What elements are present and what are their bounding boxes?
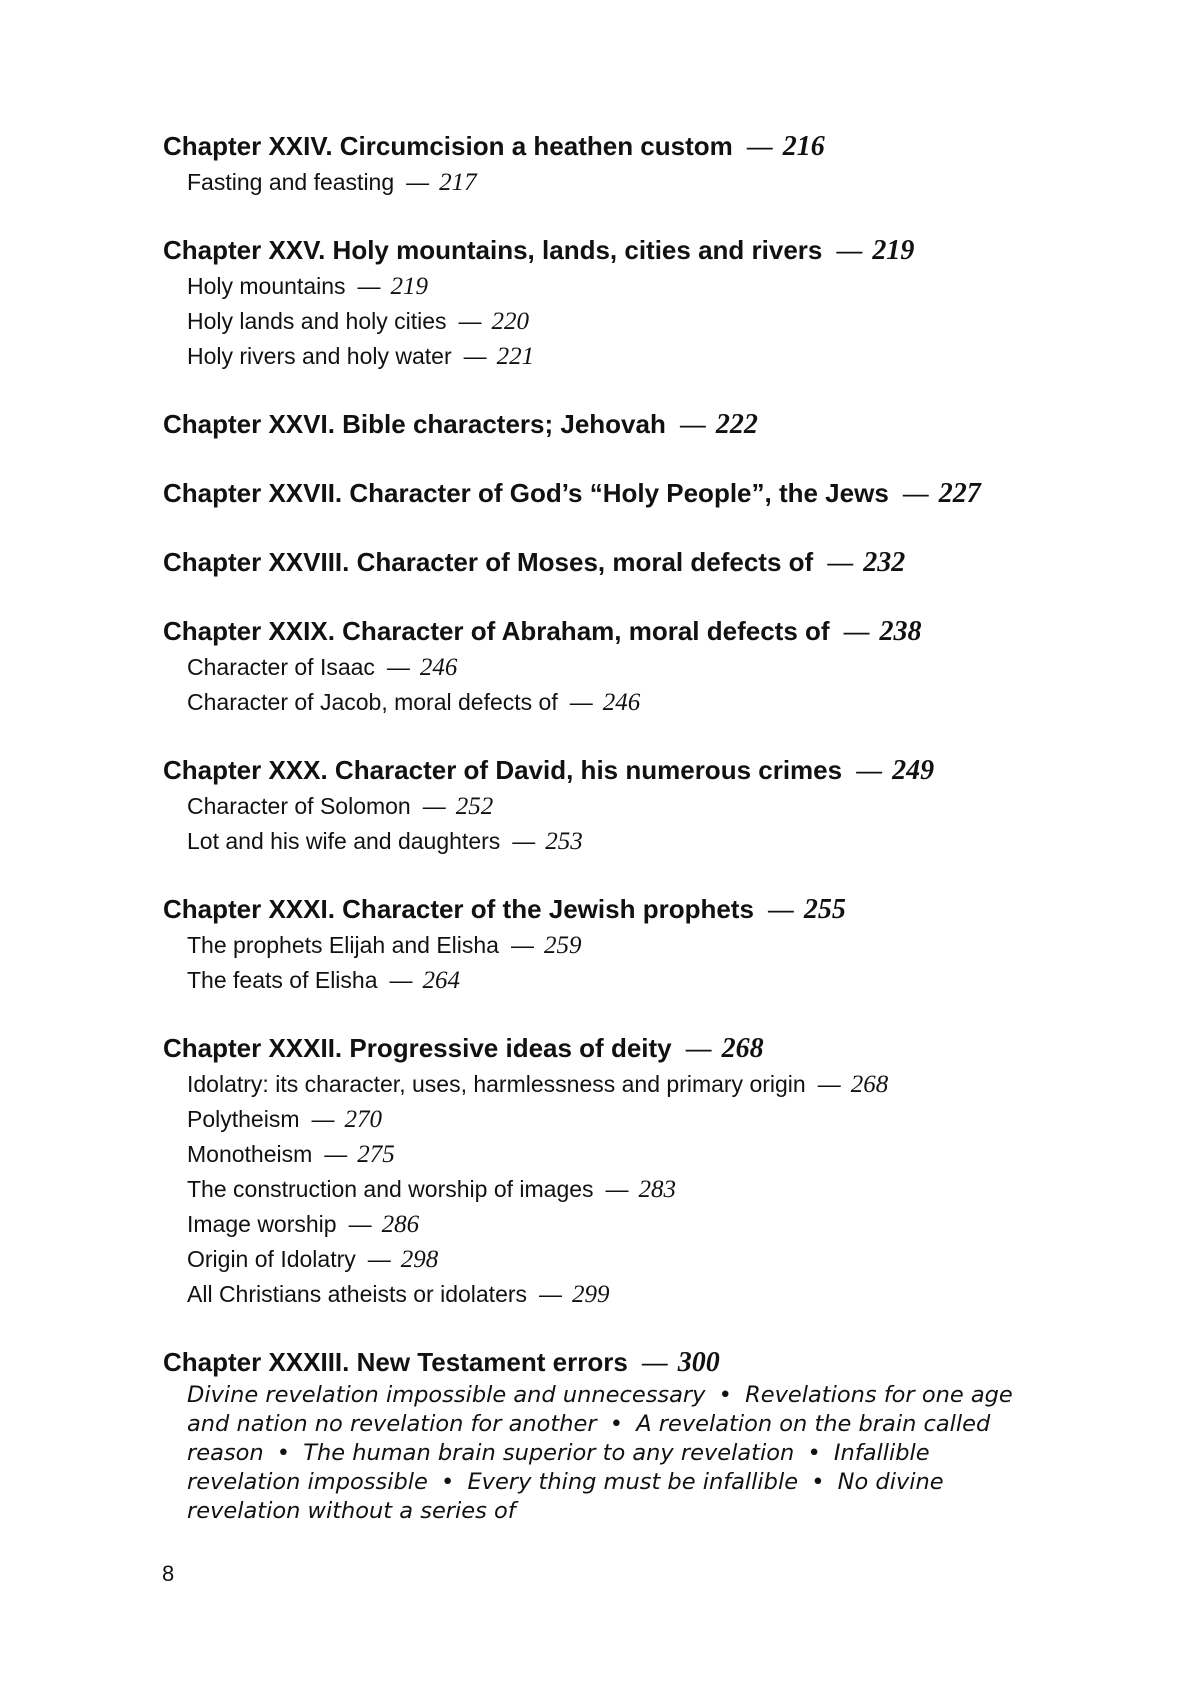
subsection-title: The prophets Elijah and Elisha	[187, 932, 499, 958]
subsection-page-number: 246	[602, 689, 641, 716]
subsection-page-number: 270	[344, 1106, 382, 1133]
subsection-list	[163, 928, 1063, 998]
chapter-heading	[163, 1344, 1063, 1381]
chapter-heading	[163, 752, 1063, 789]
em-dash: —	[685, 1033, 712, 1063]
chapter-title: Chapter XXXI. Character of the Jewish prophets	[163, 894, 754, 924]
chapter-page-number: 227	[938, 478, 981, 509]
subsection-entry	[187, 1172, 1063, 1207]
chapter-title: Chapter XXVI. Bible characters; Jehovah	[163, 409, 666, 439]
subsection-entry	[187, 789, 1063, 824]
bullet-separator: •	[811, 1469, 825, 1495]
subsection-title: The feats of Elisha	[187, 967, 378, 993]
chapter-entry	[163, 891, 1063, 998]
page-number: 8	[162, 1561, 175, 1586]
bullet-separator: •	[807, 1440, 821, 1466]
subsection-title: Character of Solomon	[187, 793, 411, 819]
chapter-entry	[163, 406, 1063, 443]
subsection-page-number: 268	[850, 1071, 889, 1098]
summary-phrase: Divine revelation impossible and unnecessary	[187, 1382, 706, 1408]
subsection-page-number: 220	[491, 308, 530, 335]
chapter-heading	[163, 475, 1063, 512]
em-dash: —	[843, 616, 870, 646]
subsection-title: The construction and worship of images	[187, 1176, 594, 1202]
chapter-entry	[163, 752, 1063, 859]
subsection-title: Polytheism	[187, 1106, 300, 1132]
subsection-title: Holy rivers and holy water	[187, 343, 452, 369]
chapter-heading	[163, 1030, 1063, 1067]
chapter-heading	[163, 406, 1063, 443]
subsection-page-number: 286	[381, 1211, 420, 1238]
subsection-list	[163, 269, 1063, 374]
chapter-page-number: 238	[879, 616, 922, 647]
subsection-entry	[187, 1067, 1063, 1102]
subsection-entry	[187, 650, 1063, 685]
subsection-title: Origin of Idolatry	[187, 1246, 356, 1272]
summary-phrase: A revelation on the brain called reason	[187, 1411, 991, 1466]
em-dash: —	[386, 654, 410, 680]
subsection-page-number: 275	[357, 1141, 395, 1168]
em-dash: —	[836, 235, 863, 265]
subsection-title: Holy lands and holy cities	[187, 308, 447, 334]
chapter-heading	[163, 613, 1063, 650]
chapter-title: Chapter XXIX. Character of Abraham, moral defects of	[163, 616, 830, 646]
chapter-heading	[163, 128, 1063, 165]
chapter-entry	[163, 544, 1063, 581]
chapter-heading	[163, 232, 1063, 269]
em-dash: —	[406, 169, 430, 195]
subsection-entry	[187, 1137, 1063, 1172]
table-of-contents	[163, 128, 1063, 1558]
bullet-separator: •	[718, 1382, 732, 1408]
subsection-title: Image worship	[187, 1211, 337, 1237]
subsection-entry	[187, 304, 1063, 339]
em-dash: —	[422, 793, 446, 819]
chapter-entry	[163, 475, 1063, 512]
subsection-title: Character of Jacob, moral defects of	[187, 689, 558, 715]
subsection-entry	[187, 269, 1063, 304]
chapter-entry	[163, 1344, 1063, 1526]
em-dash: —	[512, 828, 536, 854]
subsection-page-number: 219	[390, 273, 429, 300]
chapter-title: Chapter XXVII. Character of God’s “Holy People”, the Jews	[163, 478, 889, 508]
subsection-title: Idolatry: its character, uses, harmlessness and primary origin	[187, 1071, 806, 1097]
subsection-entry	[187, 1207, 1063, 1242]
subsection-page-number: 253	[545, 828, 583, 855]
em-dash: —	[510, 932, 534, 958]
chapter-page-number: 232	[863, 547, 906, 578]
summary-phrase: Revelations for one age and nation no revelation for another	[187, 1382, 1013, 1437]
em-dash: —	[902, 478, 929, 508]
chapter-entry	[163, 1030, 1063, 1312]
chapter-title: Chapter XXVIII. Character of Moses, moral defects of	[163, 547, 814, 577]
subsection-entry	[187, 963, 1063, 998]
subsection-entry	[187, 1277, 1063, 1312]
chapter-entry	[163, 232, 1063, 374]
chapter-page-number: 216	[782, 131, 825, 162]
chapter-page-number: 268	[721, 1033, 764, 1064]
subsection-page-number: 217	[439, 169, 477, 196]
em-dash: —	[767, 894, 794, 924]
chapter-summary	[163, 1381, 1047, 1526]
subsection-list	[163, 789, 1063, 859]
bullet-separator: •	[609, 1411, 624, 1437]
em-dash: —	[569, 689, 593, 715]
chapter-heading	[163, 891, 1063, 928]
subsection-entry	[187, 1102, 1063, 1137]
chapter-entry	[163, 613, 1063, 720]
em-dash: —	[389, 967, 413, 993]
subsection-page-number: 283	[638, 1176, 677, 1203]
summary-phrase: The human brain superior to any revelation	[303, 1440, 795, 1466]
em-dash: —	[458, 308, 482, 334]
subsection-entry	[187, 685, 1063, 720]
subsection-page-number: 264	[422, 967, 460, 994]
subsection-page-number: 246	[419, 654, 458, 681]
subsection-page-number: 259	[543, 932, 582, 959]
em-dash: —	[311, 1106, 335, 1132]
chapter-page-number: 219	[872, 235, 915, 266]
em-dash: —	[679, 409, 706, 439]
chapter-title: Chapter XXX. Character of David, his numerous crimes	[163, 755, 843, 785]
subsection-list	[163, 650, 1063, 720]
bullet-separator: •	[441, 1469, 455, 1495]
subsection-list	[163, 165, 1063, 200]
subsection-entry	[187, 928, 1063, 963]
summary-phrase: Infallible revelation impossible	[187, 1440, 930, 1495]
em-dash: —	[641, 1347, 668, 1377]
chapter-title: Chapter XXIV. Circumcision a heathen custom	[163, 131, 733, 161]
subsection-entry	[187, 824, 1063, 859]
em-dash: —	[348, 1211, 372, 1237]
chapter-page-number: 222	[715, 409, 758, 440]
bullet-separator: •	[276, 1440, 291, 1466]
chapter-heading	[163, 544, 1063, 581]
chapter-title: Chapter XXXII. Progressive ideas of deity	[163, 1033, 672, 1063]
subsection-page-number: 221	[496, 343, 535, 370]
em-dash: —	[463, 343, 487, 369]
chapter-page-number: 249	[892, 755, 935, 786]
subsection-entry	[187, 1242, 1063, 1277]
subsection-title: Lot and his wife and daughters	[187, 828, 501, 854]
subsection-title: Fasting and feasting	[187, 169, 395, 195]
subsection-page-number: 299	[572, 1281, 610, 1308]
em-dash: —	[539, 1281, 563, 1307]
subsection-title: All Christians atheists or idolaters	[187, 1281, 528, 1307]
chapter-entry	[163, 128, 1063, 200]
subsection-entry	[187, 165, 1063, 200]
subsection-page-number: 298	[400, 1246, 439, 1273]
subsection-list	[163, 1067, 1063, 1312]
chapter-title: Chapter XXV. Holy mountains, lands, cities and rivers	[163, 235, 823, 265]
chapter-title: Chapter XXXIII. New Testament errors	[163, 1347, 628, 1377]
em-dash: —	[746, 131, 773, 161]
em-dash: —	[357, 273, 381, 299]
subsection-title: Holy mountains	[187, 273, 346, 299]
em-dash: —	[817, 1071, 841, 1097]
em-dash: —	[827, 547, 854, 577]
subsection-title: Character of Isaac	[187, 654, 375, 680]
subsection-page-number: 252	[455, 793, 494, 820]
chapter-page-number: 255	[803, 894, 846, 925]
summary-phrase: No divine revelation without a series of	[187, 1469, 944, 1524]
summary-phrase: Every thing must be infallible	[467, 1469, 799, 1495]
chapter-page-number: 300	[677, 1347, 720, 1378]
em-dash: —	[605, 1176, 629, 1202]
em-dash: —	[367, 1246, 391, 1272]
subsection-title: Monotheism	[187, 1141, 313, 1167]
em-dash: —	[324, 1141, 348, 1167]
em-dash: —	[856, 755, 883, 785]
subsection-entry	[187, 339, 1063, 374]
